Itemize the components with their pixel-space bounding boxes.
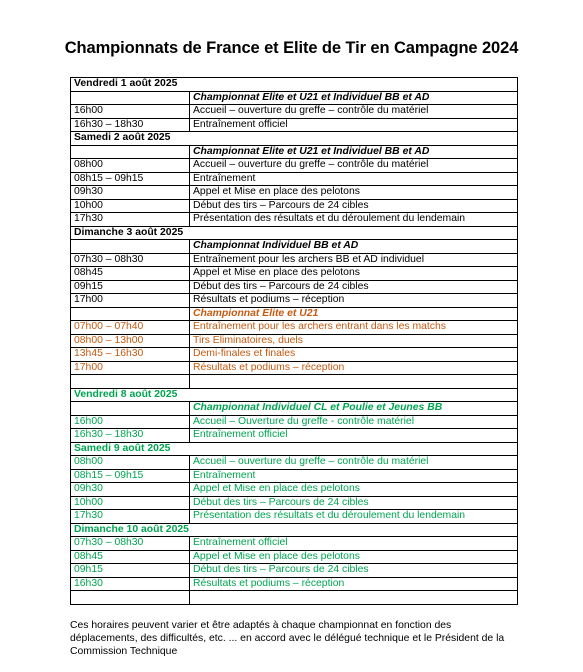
time-cell	[71, 402, 190, 416]
schedule-row	[71, 186, 518, 200]
schedule-row	[71, 510, 518, 524]
activity-cell: Présentation des résultats et du déroulement du lendemain	[190, 510, 518, 524]
schedule-row	[71, 334, 518, 348]
activity-cell: Accueil – ouverture du greffe – contrôle du matériel	[190, 456, 518, 470]
schedule-row	[71, 348, 518, 362]
schedule-row	[71, 550, 518, 564]
day-header-row	[71, 226, 518, 240]
schedule-row	[71, 496, 518, 510]
activity-cell: Résultats et podiums – réception	[190, 577, 518, 591]
schedule-row	[71, 199, 518, 213]
activity-cell: Début des tirs – Parcours de 24 cibles	[190, 496, 518, 510]
time-cell: 10h00	[71, 199, 190, 213]
schedule-body	[71, 78, 518, 605]
schedule-table	[70, 77, 518, 605]
activity-cell: Appel et Mise en place des pelotons	[190, 267, 518, 281]
time-cell: 08h15 – 09h15	[71, 172, 190, 186]
time-cell: 09h30	[71, 186, 190, 200]
time-cell	[71, 91, 190, 105]
schedule-row	[71, 321, 518, 335]
activity-cell: Entraînement	[190, 172, 518, 186]
activity-cell: Début des tirs – Parcours de 24 cibles	[190, 564, 518, 578]
time-cell: 07h30 – 08h30	[71, 253, 190, 267]
championship-title-cell: Championnat Individuel CL et Poulie et Jeunes BB	[190, 402, 518, 416]
time-cell: 09h15	[71, 280, 190, 294]
day-label: Vendredi 8 août 2025	[71, 388, 518, 402]
day-header-row	[71, 132, 518, 146]
schedule-row	[71, 213, 518, 227]
activity-cell: Appel et Mise en place des pelotons	[190, 186, 518, 200]
time-cell	[71, 307, 190, 321]
time-cell: 08h00	[71, 456, 190, 470]
activity-cell	[190, 591, 518, 605]
time-cell: 08h00	[71, 159, 190, 173]
schedule-row	[71, 564, 518, 578]
championship-title-cell: Championnat Individuel BB et AD	[190, 240, 518, 254]
schedule-row	[71, 105, 518, 119]
championship-title-cell: Championnat Elite et U21 et Individuel BB et AD	[190, 91, 518, 105]
schedule-row	[71, 429, 518, 443]
schedule-row	[71, 267, 518, 281]
day-header-row	[71, 78, 518, 92]
schedule-row	[71, 577, 518, 591]
activity-cell: Entraînement officiel	[190, 118, 518, 132]
schedule-row	[71, 375, 518, 389]
time-cell: 07h00 – 07h40	[71, 321, 190, 335]
time-cell: 10h00	[71, 496, 190, 510]
time-cell	[71, 375, 190, 389]
time-cell: 08h45	[71, 550, 190, 564]
championship-title-cell: Championnat Elite et U21	[190, 307, 518, 321]
activity-cell: Entraînement officiel	[190, 429, 518, 443]
time-cell: 08h45	[71, 267, 190, 281]
activity-cell: Tirs Eliminatoires, duels	[190, 334, 518, 348]
schedule-row	[71, 159, 518, 173]
activity-cell: Accueil – ouverture du greffe – contrôle du matériel	[190, 105, 518, 119]
time-cell: 09h30	[71, 483, 190, 497]
schedule-row	[71, 253, 518, 267]
activity-cell: Appel et Mise en place des pelotons	[190, 550, 518, 564]
activity-cell: Début des tirs – Parcours de 24 cibles	[190, 280, 518, 294]
activity-cell: Entraînement pour les archers entrant dans les matchs	[190, 321, 518, 335]
activity-cell: Accueil – Ouverture du greffe - contrôle matériel	[190, 415, 518, 429]
championship-header-row	[71, 91, 518, 105]
time-cell: 16h00	[71, 415, 190, 429]
schedule-row	[71, 483, 518, 497]
activity-cell: Résultats et podiums – réception	[190, 294, 518, 308]
day-label: Samedi 9 août 2025	[71, 442, 518, 456]
time-cell: 17h30	[71, 510, 190, 524]
day-label: Dimanche 10 août 2025	[71, 523, 518, 537]
time-cell: 17h00	[71, 294, 190, 308]
day-label: Dimanche 3 août 2025	[71, 226, 518, 240]
activity-cell: Entraînement pour les archers BB et AD individuel	[190, 253, 518, 267]
activity-cell: Entraînement officiel	[190, 537, 518, 551]
activity-cell: Résultats et podiums – réception	[190, 361, 518, 375]
day-header-row	[71, 442, 518, 456]
championship-header-row	[71, 402, 518, 416]
schedule-row	[71, 469, 518, 483]
schedule-row	[71, 537, 518, 551]
time-cell: 08h00 – 13h00	[71, 334, 190, 348]
schedule-row	[71, 172, 518, 186]
activity-cell: Début des tirs – Parcours de 24 cibles	[190, 199, 518, 213]
schedule-row	[71, 415, 518, 429]
time-cell: 16h00	[71, 105, 190, 119]
championship-header-row	[71, 145, 518, 159]
time-cell: 13h45 – 16h30	[71, 348, 190, 362]
page-title: Championnats de France et Elite de Tir en Campagne 2024	[64, 39, 519, 57]
time-cell: 08h15 – 09h15	[71, 469, 190, 483]
championship-title-cell: Championnat Elite et U21 et Individuel BB et AD	[190, 145, 518, 159]
schedule-row	[71, 118, 518, 132]
time-cell: 17h00	[71, 361, 190, 375]
day-header-row	[71, 523, 518, 537]
schedule-row	[71, 591, 518, 605]
activity-cell	[190, 375, 518, 389]
time-cell: 16h30 – 18h30	[71, 429, 190, 443]
championship-header-row	[71, 307, 518, 321]
activity-cell: Accueil – ouverture du greffe – contrôle du matériel	[190, 159, 518, 173]
time-cell: 16h30	[71, 577, 190, 591]
time-cell	[71, 145, 190, 159]
time-cell: 07h30 – 08h30	[71, 537, 190, 551]
day-header-row	[71, 388, 518, 402]
activity-cell: Présentation des résultats et du déroulement du lendemain	[190, 213, 518, 227]
schedule-row	[71, 280, 518, 294]
schedule-row	[71, 361, 518, 375]
championship-header-row	[71, 240, 518, 254]
time-cell	[71, 240, 190, 254]
footer-note: Ces horaires peuvent varier et être adaptés à chaque championnat en fonction des déplacements, des difficultés, etc. ... en accord avec le délégué technique et le Président de la Commission Technique	[70, 620, 505, 657]
time-cell: 16h30 – 18h30	[71, 118, 190, 132]
day-label: Vendredi 1 août 2025	[71, 78, 518, 92]
activity-cell: Entraînement	[190, 469, 518, 483]
activity-cell: Appel et Mise en place des pelotons	[190, 483, 518, 497]
time-cell	[71, 591, 190, 605]
day-label: Samedi 2 août 2025	[71, 132, 518, 146]
schedule-row	[71, 456, 518, 470]
activity-cell: Demi-finales et finales	[190, 348, 518, 362]
time-cell: 17h30	[71, 213, 190, 227]
time-cell: 09h15	[71, 564, 190, 578]
schedule-row	[71, 294, 518, 308]
